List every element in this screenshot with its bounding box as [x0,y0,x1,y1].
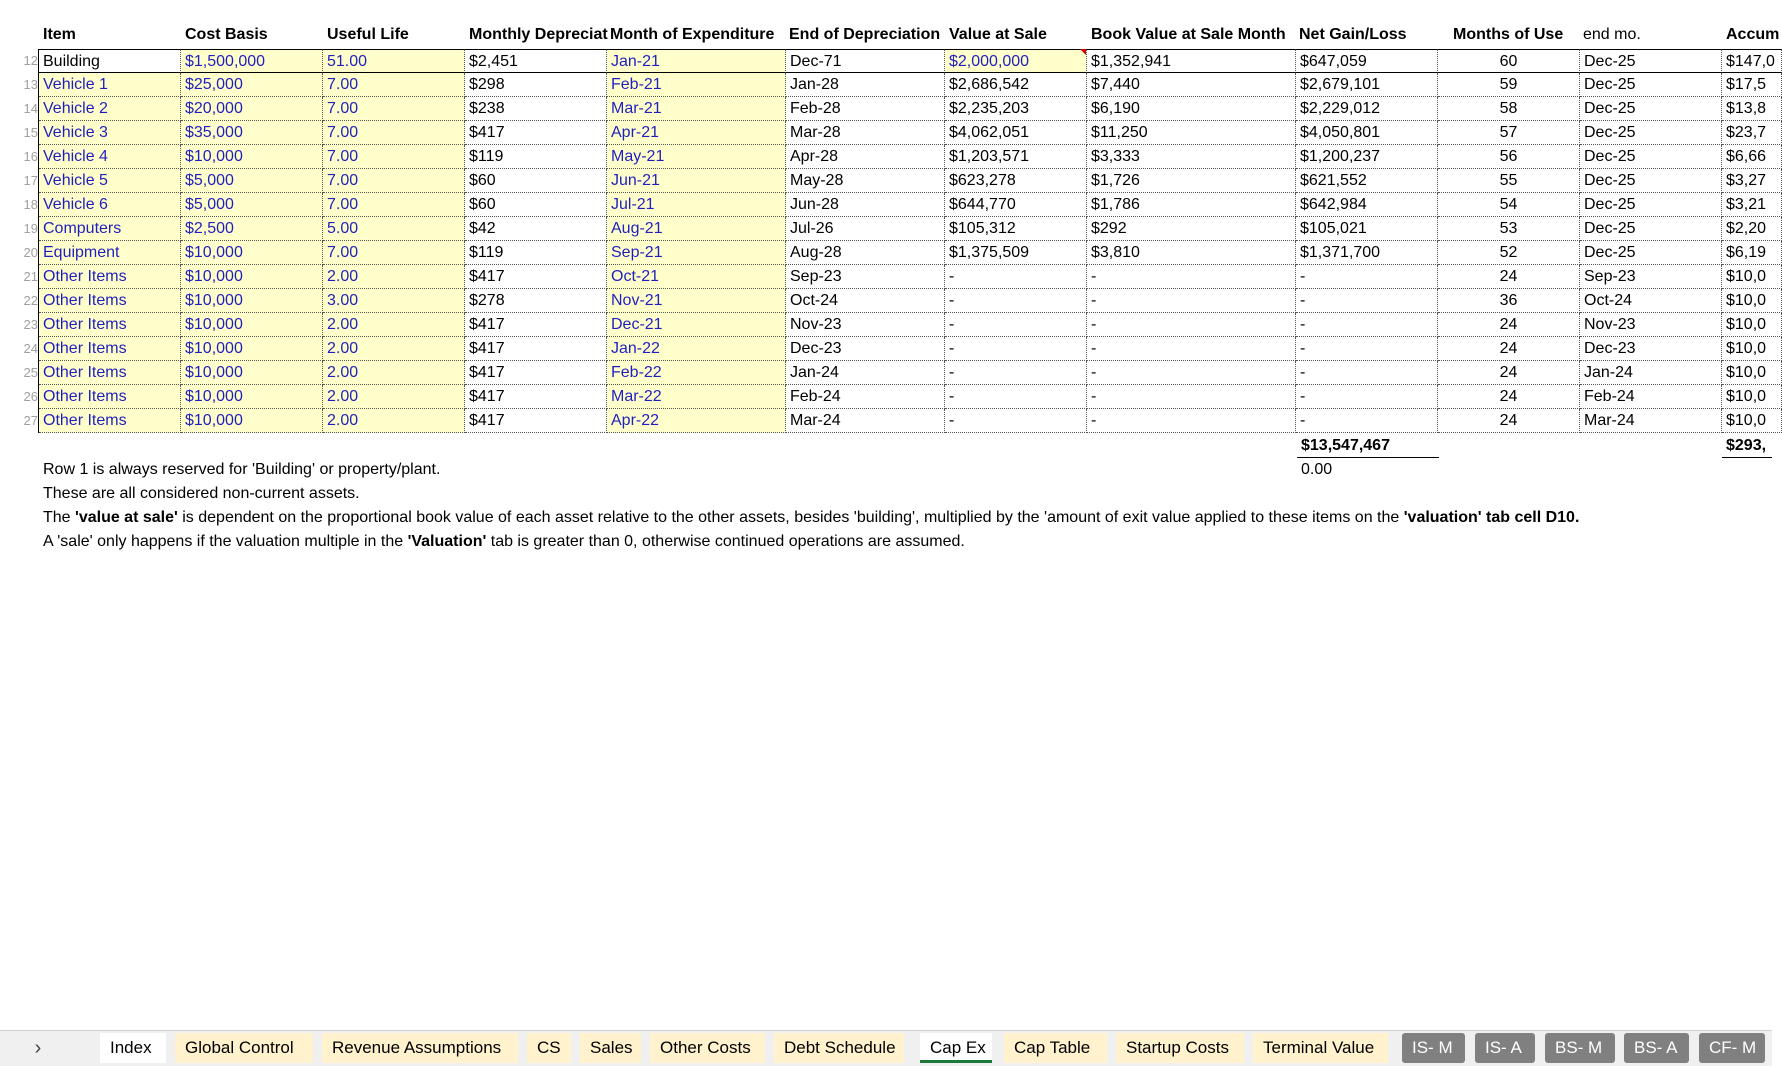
cell-cost-basis[interactable]: $5,000 [181,193,323,217]
header-accum[interactable]: Accum [1726,26,1780,43]
cell-value-at-sale[interactable]: $1,203,571 [945,145,1087,169]
cell-useful-life[interactable]: 7.00 [323,145,465,169]
cell-book-value[interactable]: $6,190 [1087,97,1296,121]
note-line-4: A 'sale' only happens if the valuation multiple in the 'Valuation' tab is greater than 0, otherwise continued operations are assumed. [43,533,965,550]
cell-cost-basis[interactable]: $10,000 [181,337,323,361]
cell-cost-basis[interactable]: $10,000 [181,265,323,289]
sheet-tab-bar [0,1030,1772,1066]
cell-month-of-expenditure[interactable]: Feb-22 [607,361,786,385]
cell-accum[interactable]: $3,27 [1722,169,1782,193]
tab-is-m[interactable]: IS- M [1402,1033,1465,1063]
cell-end-of-depreciation[interactable]: Sep-23 [786,265,945,289]
cell-book-value[interactable]: $7,440 [1087,73,1296,97]
cell-item[interactable]: Building [39,49,181,73]
row-number[interactable]: 20 [23,245,38,260]
cell-months-of-use[interactable]: 24 [1438,385,1580,409]
cell-book-value[interactable]: - [1087,385,1296,409]
header-cost-basis[interactable]: Cost Basis [185,26,268,43]
cell-monthly-depreciation[interactable]: $2,451 [465,49,607,73]
cell-net-gain[interactable]: $647,059 [1296,49,1438,73]
row-number[interactable]: 23 [23,317,38,332]
cell-book-value[interactable]: - [1087,289,1296,313]
cell-item[interactable]: Vehicle 6 [39,193,181,217]
cell-month-of-expenditure[interactable]: Oct-21 [607,265,786,289]
cell-item[interactable]: Vehicle 4 [39,145,181,169]
cell-net-gain[interactable]: $1,200,237 [1296,145,1438,169]
cell-end-mo[interactable]: Dec-25 [1580,217,1722,241]
cell-item[interactable]: Vehicle 5 [39,169,181,193]
cell-monthly-depreciation[interactable]: $417 [465,313,607,337]
cell-month-of-expenditure[interactable]: Jan-21 [607,49,786,73]
cell-book-value[interactable]: $1,786 [1087,193,1296,217]
table-row [0,385,1772,409]
cell-book-value[interactable]: $292 [1087,217,1296,241]
cell-book-value[interactable]: - [1087,409,1296,433]
note-line-3: The 'value at sale' is dependent on the proportional book value of each asset relative to the other assets, besides 'building', multiplied by the 'amount of exit value applied to these items on the 'valuation' tab cell D10. [43,509,1580,526]
cell-month-of-expenditure[interactable]: Mar-21 [607,97,786,121]
cell-accum[interactable]: $147,0 [1722,49,1782,73]
cell-monthly-depreciation[interactable]: $417 [465,265,607,289]
header-useful-life[interactable]: Useful Life [327,26,409,43]
tab-index[interactable]: Index [100,1033,166,1063]
cell-end-of-depreciation[interactable]: Dec-23 [786,337,945,361]
cell-end-mo[interactable]: Sep-23 [1580,265,1722,289]
cell-months-of-use[interactable]: 53 [1438,217,1580,241]
table-row [0,217,1772,241]
cell-months-of-use[interactable]: 24 [1438,361,1580,385]
cell-useful-life[interactable]: 7.00 [323,97,465,121]
cell-net-gain[interactable]: $4,050,801 [1296,121,1438,145]
cell-monthly-depreciation[interactable]: $60 [465,193,607,217]
row-number[interactable]: 14 [23,101,38,116]
table-row [0,337,1772,361]
cell-net-gain[interactable]: - [1296,385,1438,409]
cell-accum[interactable]: $10,0 [1722,289,1782,313]
cell-book-value[interactable]: $3,333 [1087,145,1296,169]
cell-value-at-sale[interactable]: $105,312 [945,217,1087,241]
cell-useful-life[interactable]: 51.00 [323,49,465,73]
chevron-right-icon[interactable]: › [34,1037,42,1059]
cell-useful-life[interactable]: 5.00 [323,217,465,241]
cell-book-value[interactable]: $3,810 [1087,241,1296,265]
cell-end-of-depreciation[interactable]: Feb-28 [786,97,945,121]
row-number[interactable]: 26 [23,389,38,404]
cell-end-of-depreciation[interactable]: Jul-26 [786,217,945,241]
cell-monthly-depreciation[interactable]: $417 [465,121,607,145]
cell-net-gain[interactable]: - [1296,265,1438,289]
cell-book-value[interactable]: $1,352,941 [1087,49,1296,73]
cell-month-of-expenditure[interactable]: May-21 [607,145,786,169]
cell-end-of-depreciation[interactable]: Nov-23 [786,313,945,337]
cell-cost-basis[interactable]: $2,500 [181,217,323,241]
cell-end-of-depreciation[interactable]: Jan-24 [786,361,945,385]
cell-value-at-sale[interactable]: - [945,265,1087,289]
table-row [0,73,1772,97]
cell-monthly-depreciation[interactable]: $417 [465,385,607,409]
cell-cost-basis[interactable]: $25,000 [181,73,323,97]
cell-accum[interactable]: $10,0 [1722,409,1782,433]
cell-months-of-use[interactable]: 55 [1438,169,1580,193]
header-book-value-at-sale-month[interactable]: Book Value at Sale Month [1091,26,1286,43]
cell-net-gain[interactable]: - [1296,409,1438,433]
cell-accum[interactable]: $10,0 [1722,265,1782,289]
cell-months-of-use[interactable]: 56 [1438,145,1580,169]
table-row [0,361,1772,385]
cell-value-at-sale[interactable]: $2,686,542 [945,73,1087,97]
cell-end-of-depreciation[interactable]: Jan-28 [786,73,945,97]
cell-useful-life[interactable]: 2.00 [323,361,465,385]
cell-month-of-expenditure[interactable]: Dec-21 [607,313,786,337]
cell-month-of-expenditure[interactable]: Jan-22 [607,337,786,361]
cell-end-of-depreciation[interactable]: Apr-28 [786,145,945,169]
cell-month-of-expenditure[interactable]: Mar-22 [607,385,786,409]
cell-value-at-sale[interactable]: $2,000,000 [945,49,1087,73]
tab-bs-m[interactable]: BS- M [1545,1033,1615,1063]
cell-accum[interactable]: $10,0 [1722,313,1782,337]
cell-end-mo[interactable]: Dec-23 [1580,337,1722,361]
cell-item[interactable]: Other Items [39,409,181,433]
cell-months-of-use[interactable]: 36 [1438,289,1580,313]
table-row [0,241,1772,265]
cell-end-of-depreciation[interactable]: Mar-28 [786,121,945,145]
note-line-1: Row 1 is always reserved for 'Building' or property/plant. [43,461,441,478]
table-row [0,409,1772,433]
header-item[interactable]: Item [43,26,76,43]
cell-useful-life[interactable]: 2.00 [323,337,465,361]
table-row [0,313,1772,337]
cell-cost-basis[interactable]: $20,000 [181,97,323,121]
header-end-mo[interactable]: end mo. [1583,26,1641,43]
cell-accum[interactable]: $10,0 [1722,337,1782,361]
cell-item[interactable]: Vehicle 3 [39,121,181,145]
cell-months-of-use[interactable]: 54 [1438,193,1580,217]
cell-monthly-depreciation[interactable]: $417 [465,361,607,385]
cell-end-mo[interactable]: Dec-25 [1580,241,1722,265]
row-number[interactable]: 21 [23,269,38,284]
cell-months-of-use[interactable]: 24 [1438,409,1580,433]
cell-end-of-depreciation[interactable]: Aug-28 [786,241,945,265]
cell-end-mo[interactable]: Dec-25 [1580,73,1722,97]
cell-monthly-depreciation[interactable]: $417 [465,409,607,433]
cell-value-at-sale[interactable]: - [945,361,1087,385]
cell-end-mo[interactable]: Dec-25 [1580,145,1722,169]
cell-monthly-depreciation[interactable]: $238 [465,97,607,121]
cell-month-of-expenditure[interactable]: Nov-21 [607,289,786,313]
cell-accum[interactable]: $3,21 [1722,193,1782,217]
cell-cost-basis[interactable]: $10,000 [181,145,323,169]
cell-cost-basis[interactable]: $10,000 [181,289,323,313]
cell-useful-life[interactable]: 3.00 [323,289,465,313]
cell-cost-basis[interactable]: $10,000 [181,385,323,409]
cell-month-of-expenditure[interactable]: Aug-21 [607,217,786,241]
cell-value-at-sale[interactable]: $2,235,203 [945,97,1087,121]
cell-useful-life[interactable]: 7.00 [323,169,465,193]
row-number[interactable]: 27 [23,413,38,428]
cell-net-gain[interactable]: $1,371,700 [1296,241,1438,265]
cell-accum[interactable]: $6,19 [1722,241,1782,265]
total-net-gain[interactable]: $13,547,467 [1297,434,1439,458]
cell-monthly-depreciation[interactable]: $417 [465,337,607,361]
cell-useful-life[interactable]: 2.00 [323,409,465,433]
cell-accum[interactable]: $23,7 [1722,121,1782,145]
cell-book-value[interactable]: - [1087,313,1296,337]
cell-month-of-expenditure[interactable]: Sep-21 [607,241,786,265]
cell-value-at-sale[interactable]: $1,375,509 [945,241,1087,265]
cell-item[interactable]: Other Items [39,313,181,337]
tab-cap-table[interactable]: Cap Table [1004,1033,1107,1063]
cell-month-of-expenditure[interactable]: Jun-21 [607,169,786,193]
table-row [0,49,1775,73]
cell-monthly-depreciation[interactable]: $119 [465,145,607,169]
cell-net-gain[interactable]: $105,021 [1296,217,1438,241]
cell-end-of-depreciation[interactable]: Dec-71 [786,49,945,73]
cell-useful-life[interactable]: 2.00 [323,265,465,289]
cell-useful-life[interactable]: 7.00 [323,121,465,145]
table-row [0,193,1772,217]
cell-net-gain[interactable]: - [1296,289,1438,313]
cell-useful-life[interactable]: 7.00 [323,241,465,265]
cell-useful-life[interactable]: 2.00 [323,313,465,337]
row-number[interactable]: 16 [23,149,38,164]
table-row [0,121,1772,145]
cell-end-mo[interactable]: Dec-25 [1580,193,1722,217]
cell-month-of-expenditure[interactable]: Jul-21 [607,193,786,217]
row-number[interactable]: 13 [23,77,38,92]
cell-item[interactable]: Other Items [39,337,181,361]
tab-cf-m[interactable]: CF- M [1699,1033,1765,1063]
cell-cost-basis[interactable]: $1,500,000 [181,49,323,73]
header-end-of-depreciation[interactable]: End of Depreciation [789,26,941,43]
table-row [0,265,1772,289]
table-row [0,289,1772,313]
cell-months-of-use[interactable]: 24 [1438,265,1580,289]
table-row [0,145,1772,169]
cell-end-mo[interactable]: Nov-23 [1580,313,1722,337]
cell-net-gain[interactable]: - [1296,361,1438,385]
cell-net-gain[interactable]: $2,679,101 [1296,73,1438,97]
table-row [0,97,1772,121]
cell-cost-basis[interactable]: $5,000 [181,169,323,193]
row-number[interactable]: 25 [23,365,38,380]
row-number[interactable]: 17 [23,173,38,188]
header-monthly-depreciation[interactable]: Monthly Depreciat [469,26,608,43]
cell-end-mo[interactable]: Oct-24 [1580,289,1722,313]
row-number[interactable]: 12 [23,53,38,68]
row-number[interactable]: 15 [23,125,38,140]
cell-end-mo[interactable]: Mar-24 [1580,409,1722,433]
cell-item[interactable]: Other Items [39,289,181,313]
row-number[interactable]: 18 [23,197,38,212]
row-number[interactable]: 22 [23,293,38,308]
table-row [0,169,1772,193]
cell-monthly-depreciation[interactable]: $60 [465,169,607,193]
cell-book-value[interactable]: $1,726 [1087,169,1296,193]
header-months-of-use[interactable]: Months of Use [1453,26,1564,43]
cell-book-value[interactable]: - [1087,337,1296,361]
cell-cost-basis[interactable]: $10,000 [181,241,323,265]
cell-item[interactable]: Other Items [39,265,181,289]
cell-end-mo[interactable]: Dec-25 [1580,169,1722,193]
cell-item[interactable]: Vehicle 1 [39,73,181,97]
row-number[interactable]: 19 [23,221,38,236]
header-month-of-expenditure[interactable]: Month of Expenditure [610,26,775,43]
cell-month-of-expenditure[interactable]: Apr-22 [607,409,786,433]
cell-end-of-depreciation[interactable]: Feb-24 [786,385,945,409]
note-line-2: These are all considered non-current assets. [43,485,360,502]
cell-cost-basis[interactable]: $10,000 [181,409,323,433]
cell-value-at-sale[interactable]: $623,278 [945,169,1087,193]
cell-months-of-use[interactable]: 24 [1438,313,1580,337]
cell-net-gain[interactable]: $2,229,012 [1296,97,1438,121]
cell-month-of-expenditure[interactable]: Apr-21 [607,121,786,145]
cell-value-at-sale[interactable]: - [945,409,1087,433]
tab-sales[interactable]: Sales [580,1033,641,1063]
tab-terminal-value[interactable]: Terminal Value [1253,1033,1388,1063]
cell-end-mo[interactable]: Dec-25 [1580,121,1722,145]
cell-monthly-depreciation[interactable]: $119 [465,241,607,265]
cell-accum[interactable]: $6,66 [1722,145,1782,169]
cell-value-at-sale[interactable]: $644,770 [945,193,1087,217]
tab-cap-ex[interactable]: Cap Ex [920,1033,992,1063]
tab-is-a[interactable]: IS- A [1475,1033,1535,1063]
cell-book-value[interactable]: - [1087,361,1296,385]
tab-cs[interactable]: CS [527,1033,571,1063]
cell-end-mo[interactable]: Feb-24 [1580,385,1722,409]
cell-accum[interactable]: $2,20 [1722,217,1782,241]
cell-months-of-use[interactable]: 57 [1438,121,1580,145]
tab-revenue-assumptions[interactable]: Revenue Assumptions [322,1033,518,1063]
cell-net-gain[interactable]: - [1296,313,1438,337]
cell-value-at-sale[interactable]: - [945,337,1087,361]
header-value-at-sale[interactable]: Value at Sale [949,26,1047,43]
tab-debt-schedule[interactable]: Debt Schedule [774,1033,904,1063]
tab-global-control[interactable]: Global Control [175,1033,313,1063]
cell-monthly-depreciation[interactable]: $42 [465,217,607,241]
cell-end-of-depreciation[interactable]: Oct-24 [786,289,945,313]
cell-net-gain[interactable]: $621,552 [1296,169,1438,193]
cell-months-of-use[interactable]: 59 [1438,73,1580,97]
cell-accum[interactable]: $17,5 [1722,73,1782,97]
cell-end-mo[interactable]: Dec-25 [1580,97,1722,121]
cell-item[interactable]: Other Items [39,385,181,409]
cell-book-value[interactable]: $11,250 [1087,121,1296,145]
cell-monthly-depreciation[interactable]: $298 [465,73,607,97]
cell-end-mo[interactable]: Dec-25 [1580,49,1722,73]
cell-item[interactable]: Computers [39,217,181,241]
cell-end-of-depreciation[interactable]: Mar-24 [786,409,945,433]
cell-cost-basis[interactable]: $35,000 [181,121,323,145]
cell-months-of-use[interactable]: 24 [1438,337,1580,361]
cell-book-value[interactable]: - [1087,265,1296,289]
cell-useful-life[interactable]: 7.00 [323,193,465,217]
cell-end-of-depreciation[interactable]: May-28 [786,169,945,193]
cell-value-at-sale[interactable]: - [945,313,1087,337]
cell-months-of-use[interactable]: 58 [1438,97,1580,121]
cell-value-at-sale[interactable]: - [945,385,1087,409]
tab-bs-a[interactable]: BS- A [1624,1033,1689,1063]
comment-indicator-icon[interactable] [1080,49,1086,55]
check-value[interactable]: 0.00 [1301,461,1333,478]
cell-months-of-use[interactable]: 60 [1438,49,1580,73]
cell-item[interactable]: Equipment [39,241,181,265]
cell-item[interactable]: Other Items [39,361,181,385]
cell-item[interactable]: Vehicle 2 [39,97,181,121]
cell-cost-basis[interactable]: $10,000 [181,361,323,385]
cell-accum[interactable]: $10,0 [1722,361,1782,385]
cell-useful-life[interactable]: 2.00 [323,385,465,409]
cell-value-at-sale[interactable]: - [945,289,1087,313]
total-accum[interactable]: $293, [1722,434,1772,458]
header-net-gain-loss[interactable]: Net Gain/Loss [1299,26,1407,43]
cell-months-of-use[interactable]: 52 [1438,241,1580,265]
row-number[interactable]: 24 [23,341,38,356]
table-left-border [38,49,39,433]
cell-net-gain[interactable]: $642,984 [1296,193,1438,217]
cell-end-of-depreciation[interactable]: Jun-28 [786,193,945,217]
cell-useful-life[interactable]: 7.00 [323,73,465,97]
cell-monthly-depreciation[interactable]: $278 [465,289,607,313]
cell-accum[interactable]: $10,0 [1722,385,1782,409]
cell-cost-basis[interactable]: $10,000 [181,313,323,337]
cell-accum[interactable]: $13,8 [1722,97,1782,121]
tab-startup-costs[interactable]: Startup Costs [1116,1033,1244,1063]
cell-net-gain[interactable]: - [1296,337,1438,361]
cell-month-of-expenditure[interactable]: Feb-21 [607,73,786,97]
cell-end-mo[interactable]: Jan-24 [1580,361,1722,385]
cell-value-at-sale[interactable]: $4,062,051 [945,121,1087,145]
tab-other-costs[interactable]: Other Costs [650,1033,765,1063]
